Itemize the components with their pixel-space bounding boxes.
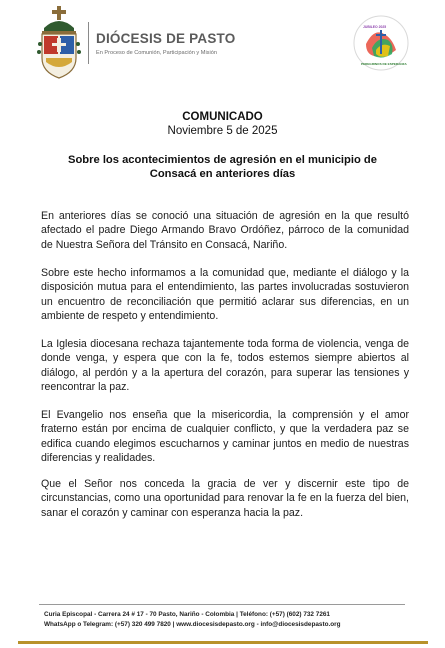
paragraph-text: El Evangelio nos enseña que la misericordia, la comprensión y el amor fraterno están por encima de cualquier conflicto, y que la verdadera paz se edifica cuando elegimos escucharnos y caminar juntos en medio de nuestras diferencias y realidades. (41, 409, 409, 465)
org-name: DIÓCESIS DE PASTO (96, 31, 236, 46)
document-subject: Sobre los acontecimientos de agresión en el municipio de Consacá en anteriores días (68, 154, 377, 180)
footer-divider (39, 604, 405, 605)
footer (44, 610, 414, 630)
paragraph-text: Que el Señor nos conceda la gracia de ver y discernir este tipo de circunstancias, como una oportunidad para renovar la fe en la fuerza del bien, sanar el corazón y caminar con esperanza hacia la paz. (41, 478, 409, 519)
paragraph-5 (41, 477, 409, 520)
title-block (0, 110, 445, 138)
header-divider (88, 22, 89, 64)
paragraph-3 (41, 337, 409, 395)
paragraph-text: Sobre este hecho informamos a la comunidad que, mediante el diálogo y la disposición mutua para el entendimiento, las partes involucradas sostuvieron un encuentro de reconciliación que permitió aclarar sus diferencias, en un ambiente de respeto y entendimiento. (41, 267, 409, 323)
document-title: COMUNICADO (182, 111, 263, 123)
document-date: Noviembre 5 de 2025 (167, 125, 278, 137)
footer-contact: WhatsApp o Telegram: (+57) 320 499 7820 | www.diocesisdepasto.org - info@diocesisdepasto.org (44, 621, 341, 628)
logo-text-top: JUBILEO 2025 (363, 25, 387, 29)
paragraph-4 (41, 408, 409, 466)
paragraph-2 (41, 266, 409, 324)
jubilee-pilgrims-logo (352, 14, 410, 72)
footer-accent-bar (18, 641, 428, 644)
paragraph-text: La Iglesia diocesana rechaza tajantemente toda forma de violencia, venga de donde venga, y espera que con la fe, todos estemos siempre abiertos al diálogo, al perdón y a la apertura del corazón, para superar las tensiones y reencontrar la paz. (41, 338, 409, 394)
paragraph-1 (41, 209, 409, 252)
logo-text-bottom: PEREGRINOS DE ESPERANZA (361, 62, 407, 66)
diocese-crest-icon (36, 6, 82, 82)
letterhead (0, 0, 445, 90)
paragraph-text: En anteriores días se conoció una situación de agresión en la que resultó afectado el padre Diego Armando Bravo Ordóñez, párroco de la comunidad de Nuestra Señora del Tránsito en Consacá, Nariño. (41, 210, 409, 251)
org-tagline: En Proceso de Comunión, Participación y Misión (96, 50, 217, 56)
footer-address: Curia Episcopal - Carrera 24 # 17 - 70 Pasto, Nariño - Colombia | Teléfono: (+57) (602) 732 7261 (44, 611, 330, 618)
